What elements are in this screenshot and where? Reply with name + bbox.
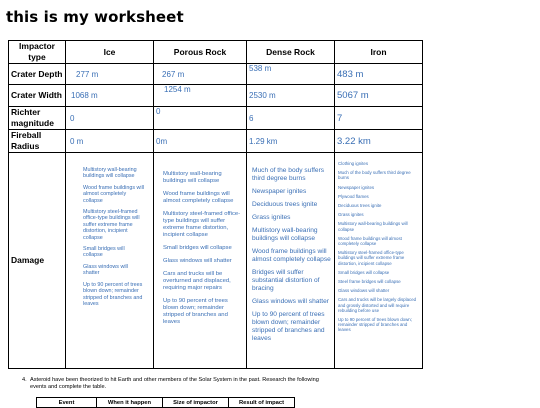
damage-item: Cars and trucks will be overturned and displaced, requiring major repairs — [163, 271, 231, 291]
damage-item: Small bridges will collapse — [83, 246, 125, 259]
cell-value: 0 — [154, 107, 247, 130]
damage-item: Clothing ignites — [338, 161, 369, 166]
question-text: Asteroid have been theorized to hit Earth and other members of the Solar System in the past. Research the following events and complete the table. — [30, 377, 319, 390]
header-ice: Ice — [66, 41, 154, 64]
header-iron: Iron — [335, 41, 423, 64]
table-header-row — [9, 41, 423, 64]
header-when: When it happen — [97, 398, 163, 408]
damage-item: Up to 90 percent of trees blown down; remainder stripped of branches and leaves — [252, 311, 325, 342]
damage-item: Wood frame buildings will almost completely collapse — [163, 191, 234, 204]
damage-item: Glass windows will shatter — [83, 263, 128, 277]
question-number: 4. — [22, 377, 27, 383]
cell-value: 0 — [66, 107, 154, 130]
damage-cell-ice — [66, 153, 154, 369]
events-table — [36, 397, 295, 408]
header-size: Size of impactor — [163, 398, 229, 408]
damage-list — [69, 167, 150, 307]
cell-value: 5067 m — [335, 85, 423, 107]
cell-value: 6 — [247, 107, 335, 130]
cell-value: 538 m — [247, 64, 335, 85]
cell-value: 7 — [335, 107, 423, 130]
damage-item: Small bridges will collapse — [163, 245, 232, 251]
cell-value: 1068 m — [66, 85, 154, 107]
damage-item: Up to 90 percent of trees blown down; remainder stripped of branches and leaves — [83, 281, 143, 307]
cell-value: 0m — [154, 130, 247, 153]
header-impactor-type: Impactor type — [9, 41, 66, 64]
table-row — [9, 85, 423, 107]
row-label-damage: Damage — [9, 153, 66, 369]
damage-item: Multistory steel-framed office-type buildings will suffer extreme frame distortion, incipient collapse — [83, 209, 140, 241]
damage-item: Grass ignites — [252, 214, 291, 221]
damage-item: Glass windows will shatter — [338, 288, 390, 294]
question-4 — [22, 377, 322, 391]
damage-item: Steel frame bridges will collapse — [338, 279, 401, 285]
damage-item: Newspaper ignites — [338, 184, 375, 190]
damage-item: Up to 90 percent of trees blown down; remainder stripped of branches and leaves — [163, 298, 228, 325]
cell-value: 1254 m — [154, 85, 247, 107]
damage-item: Multistory wall-bearing buildings will collapse — [163, 171, 222, 184]
damage-item: Small bridges will collapse — [338, 269, 390, 275]
table-row-damage — [9, 153, 423, 369]
table-row — [9, 130, 423, 153]
row-label-fireball-radius: Fireball Radius — [9, 130, 66, 153]
damage-item: Multistory steel-framed office-type buildings will suffer extreme frame distortion, incipient collapse — [338, 250, 405, 266]
damage-list — [250, 167, 331, 343]
damage-item: Deciduous trees ignite — [252, 201, 318, 208]
damage-cell-iron — [335, 153, 423, 369]
damage-item: Multistory wall-bearing buildings will collapse — [338, 221, 408, 232]
row-label-crater-width: Crater Width — [9, 85, 66, 107]
damage-item: Plywood flames — [338, 193, 369, 199]
damage-item: Deciduous trees ignite — [338, 203, 382, 209]
damage-item: Much of the body suffers third degree burns — [338, 170, 411, 181]
damage-item: Wood frame buildings will almost completely collapse — [338, 235, 402, 247]
cell-value: 3.22 km — [335, 130, 423, 153]
damage-list — [157, 171, 243, 326]
damage-item: Multistory wall-bearing buildings will collapse — [83, 167, 137, 180]
damage-item: Much of the body suffers third degree burns — [252, 167, 325, 182]
damage-item: Wood frame buildings will almost completely collapse — [252, 248, 331, 263]
damage-item: Multistory wall-bearing buildings will collapse — [252, 227, 318, 242]
damage-item: Glass windows will shatter — [252, 298, 329, 305]
table-row — [9, 107, 423, 130]
damage-list — [338, 161, 419, 333]
cell-value: 2530 m — [247, 85, 335, 107]
cell-value: 0 m — [66, 130, 154, 153]
damage-item: Multistory steel-framed office-type buildings will suffer extreme frame distortion, incipient collapse — [163, 211, 241, 238]
damage-item: Bridges will suffer substantial distortion of bracing — [252, 269, 320, 292]
damage-item: Up to 90 percent of trees blown down; remainder stripped of branches and leaves — [338, 317, 412, 333]
damage-item: Glass windows will shatter — [163, 258, 232, 264]
impact-results-table — [8, 40, 423, 369]
header-event: Event — [37, 398, 97, 408]
row-label-richter-magnitude: Richter magnitude — [9, 107, 66, 130]
cell-value: 1.29 km — [247, 130, 335, 153]
damage-item: Grass ignites — [338, 212, 364, 218]
cell-value: 483 m — [335, 64, 423, 85]
events-table-header-row — [37, 398, 295, 408]
header-porous-rock: Porous Rock — [154, 41, 247, 64]
damage-cell-dense-rock — [247, 153, 335, 369]
header-result: Result of impact — [229, 398, 295, 408]
cell-value: 277 m — [66, 64, 154, 85]
damage-item: Newspaper ignites — [252, 188, 307, 195]
cell-value: 267 m — [154, 64, 247, 85]
damage-item: Cars and trucks will be largely displaced and grossly distorted and will require rebuilding before use — [338, 297, 417, 313]
page-title: this is my worksheet — [6, 8, 184, 26]
row-label-crater-depth: Crater Depth — [9, 64, 66, 85]
header-dense-rock: Dense Rock — [247, 41, 335, 64]
damage-item: Wood frame buildings will almost completely collapse — [83, 184, 145, 204]
damage-cell-porous-rock — [154, 153, 247, 369]
table-row — [9, 64, 423, 85]
